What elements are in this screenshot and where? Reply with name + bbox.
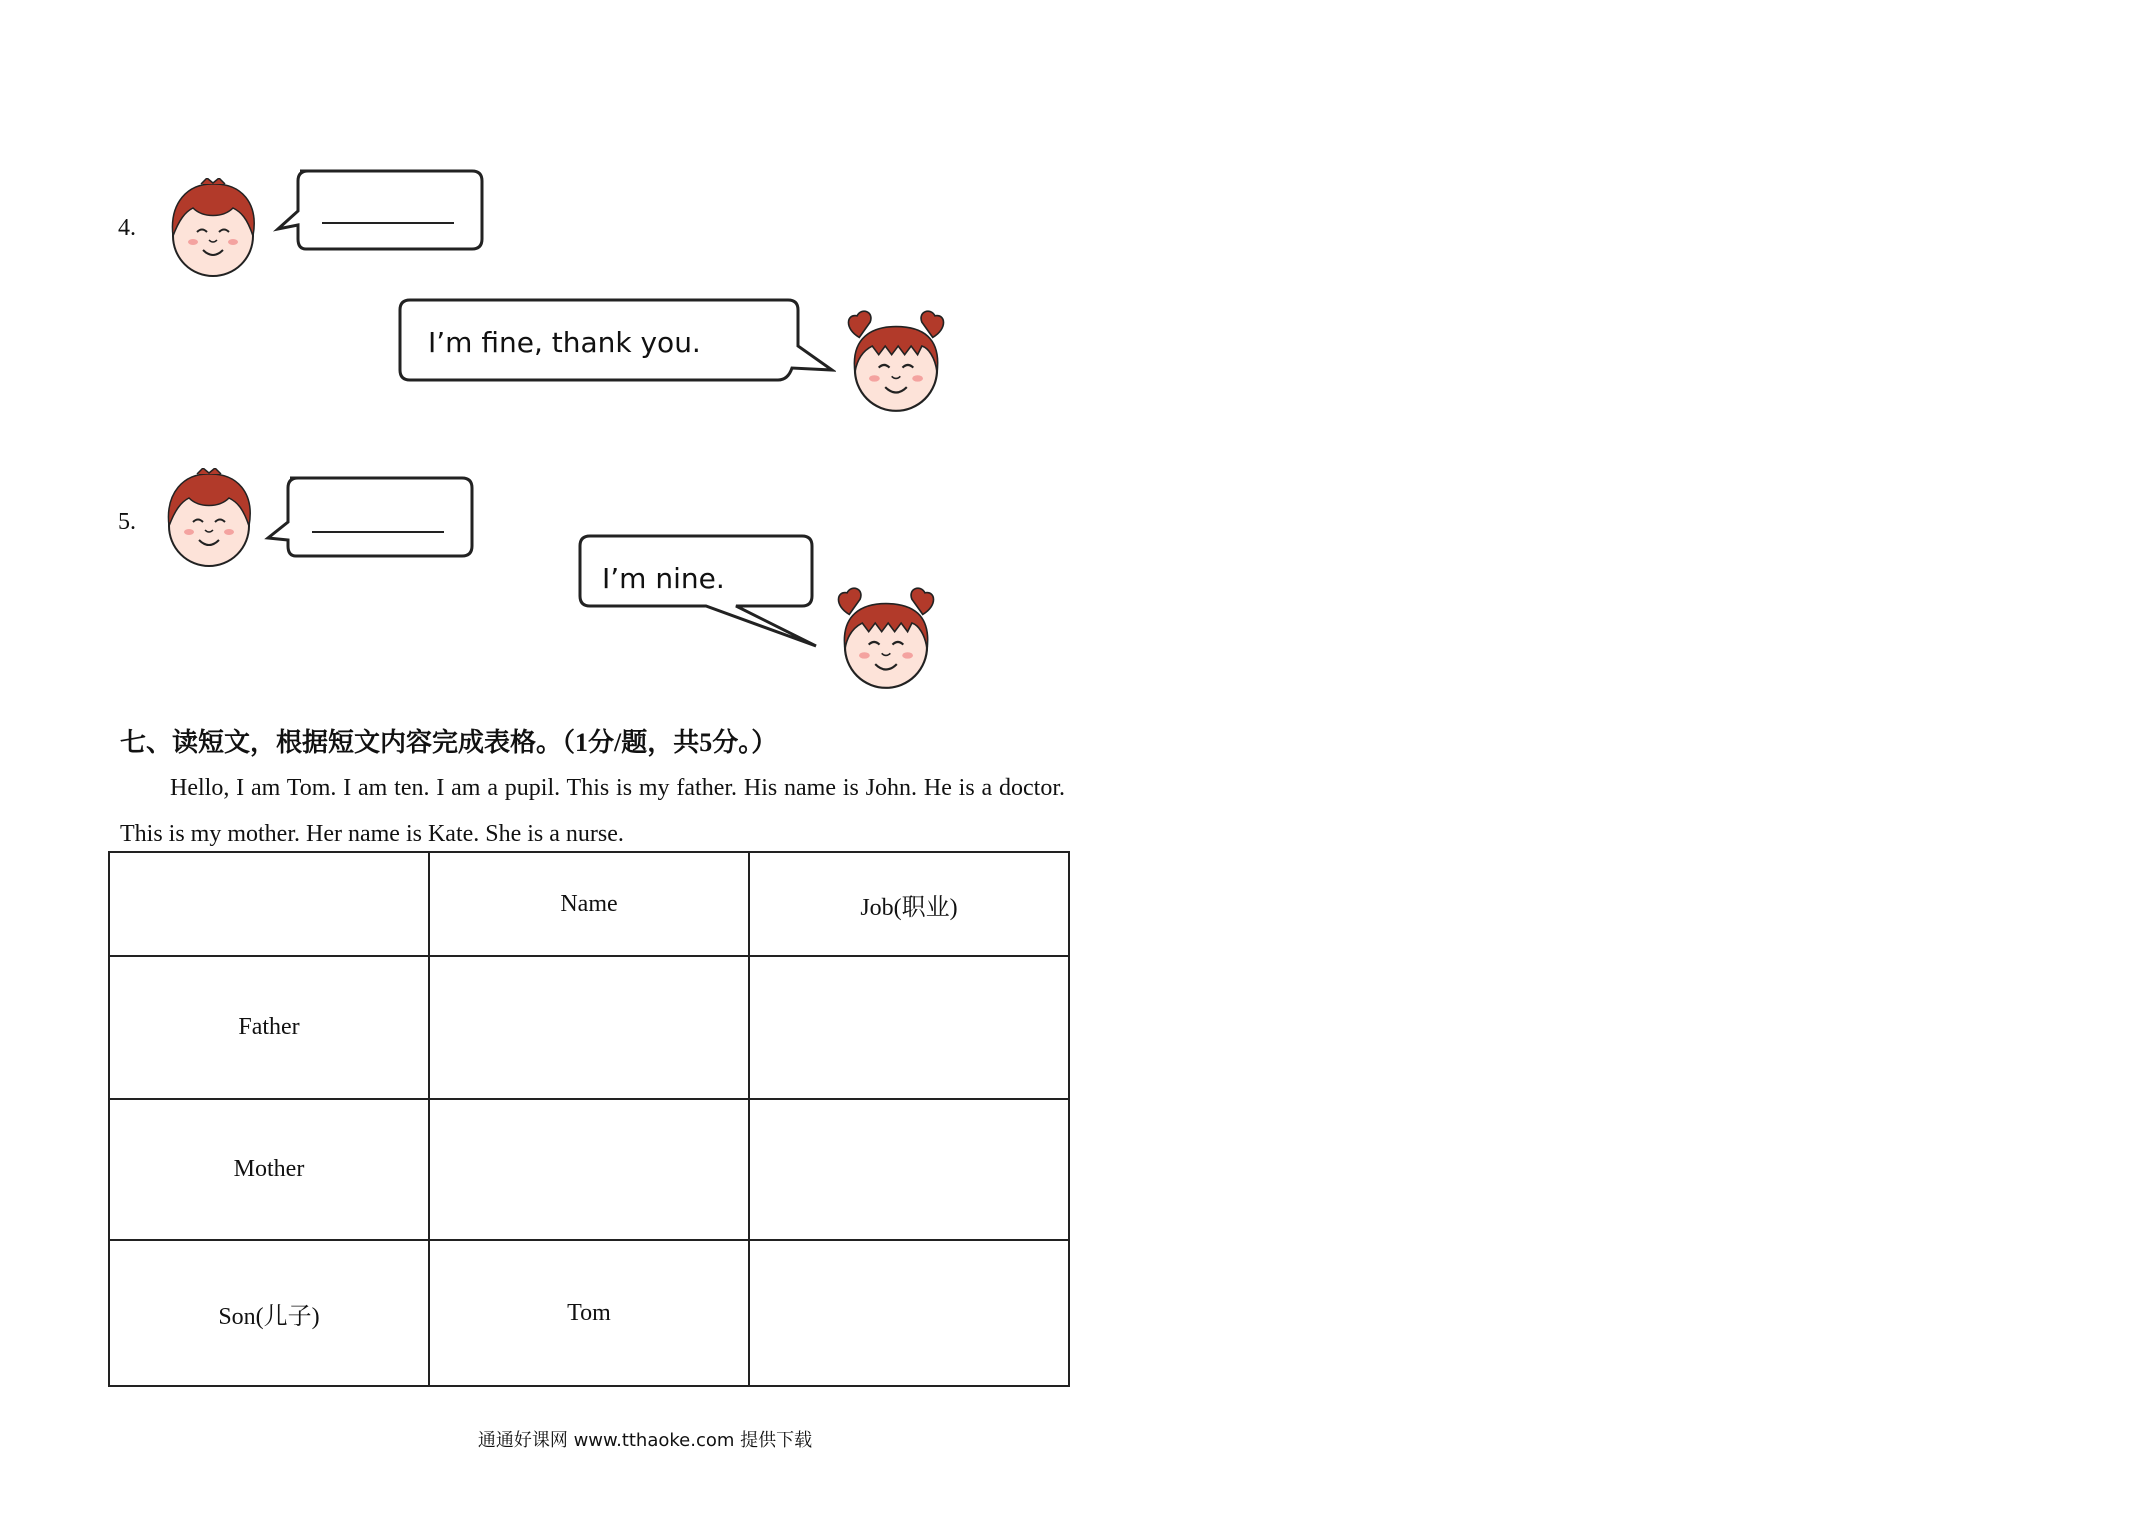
answer-cell[interactable] xyxy=(429,956,749,1099)
answer-cell[interactable] xyxy=(749,1099,1069,1240)
info-table xyxy=(108,851,1070,1387)
girl-face-icon xyxy=(838,305,954,413)
table-row xyxy=(109,1099,1069,1240)
reading-passage xyxy=(120,765,1065,857)
reply-text: I’m nine. xyxy=(602,562,725,595)
question-number: 4. xyxy=(118,215,136,241)
question-number: 5. xyxy=(118,509,136,535)
boy-face-icon xyxy=(160,178,266,278)
answer-cell[interactable] xyxy=(749,956,1069,1099)
table-cell: Son(儿子) xyxy=(109,1240,429,1386)
answer-cell[interactable] xyxy=(429,1099,749,1240)
passage-text: Hello, I am Tom. I am ten. I am a pupil. This is my father. His name is John. He is a doctor. This is my mother. Her name is Kate. She is a nurse. xyxy=(120,775,1065,847)
table-cell: Father xyxy=(109,956,429,1099)
section-title: 七、读短文，根据短文内容完成表格。（1分/题，共5分。） xyxy=(120,728,778,757)
boy-face-icon xyxy=(156,468,262,568)
answer-cell[interactable] xyxy=(749,1240,1069,1386)
table-row xyxy=(109,1240,1069,1386)
table-header-cell: Job(职业) xyxy=(749,852,1069,956)
answer-bubble xyxy=(272,165,487,255)
answer-bubble xyxy=(262,472,477,562)
table-header-row xyxy=(109,852,1069,956)
table-cell: Tom xyxy=(429,1240,749,1386)
reply-text: I’m fine, thank you. xyxy=(428,326,701,359)
table-header-cell: Name xyxy=(429,852,749,956)
table-cell: Mother xyxy=(109,1099,429,1240)
girl-face-icon xyxy=(828,582,944,690)
table-row xyxy=(109,956,1069,1099)
page-footer: 通通好课网 www.tthaoke.com 提供下载 xyxy=(477,1430,813,1451)
table-header-cell xyxy=(109,852,429,956)
